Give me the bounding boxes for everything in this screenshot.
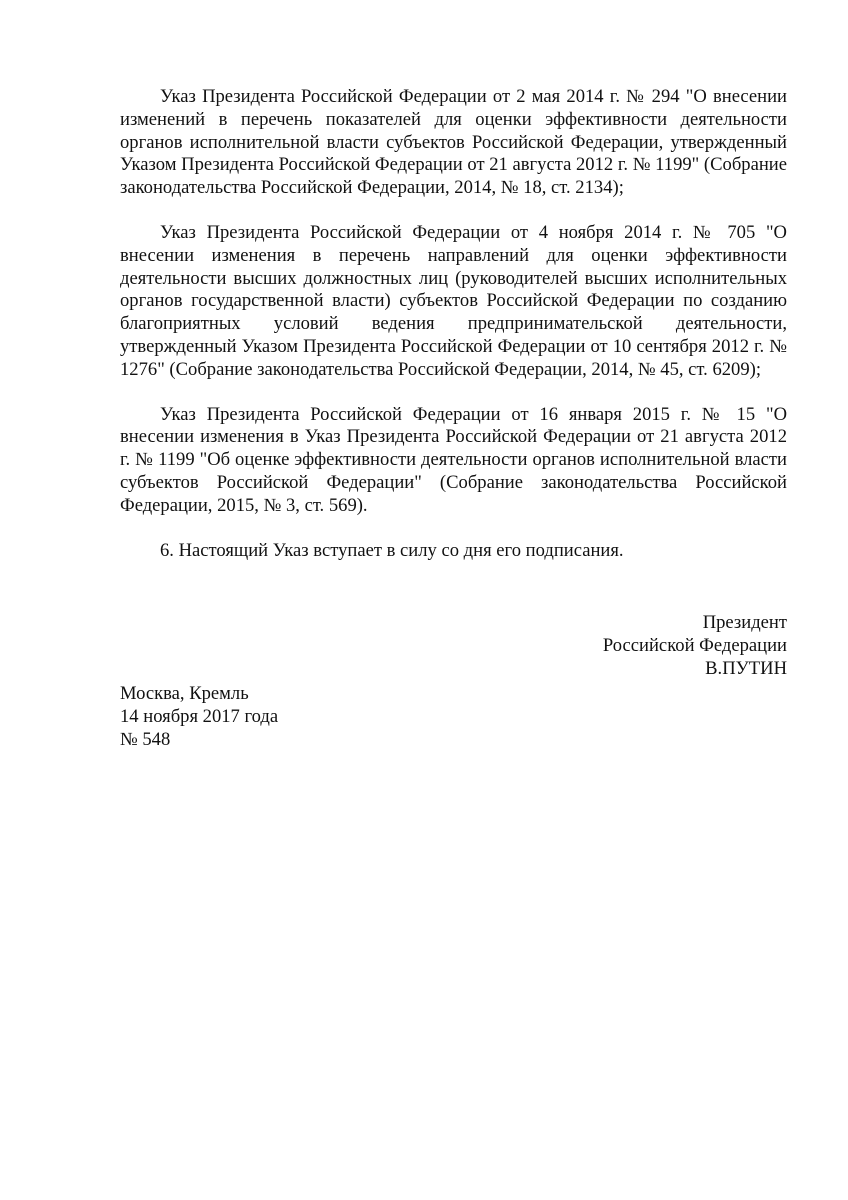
decree-reference-paragraph: Указ Президента Российской Федерации от 2 мая 2014 г. № 294 "О внесении изменений в перечень показателей для оценки эффективности деятельности органов исполнительной власти субъектов Российской Федерации, утвержденный Указом Президента Российской Федерации от 21 августа 2012 г. № 1199" (Собрание законодательства Российской Федерации, 2014, № 18, ст. 2134); — [120, 86, 787, 199]
signatory-title-line-1: Президент — [702, 612, 787, 633]
issuance-place: Москва, Кремль — [120, 683, 249, 704]
signature-block — [603, 612, 787, 680]
decree-reference-paragraph: Указ Президента Российской Федерации от 16 января 2015 г. № 15 "О внесении изменения в Указ Президента Российской Федерации от 21 августа 2012 г. № 1199 "Об оценке эффективности деятельности органов исполнительной власти субъектов Российской Федерации" (Собрание законодательства Российской Федерации, 2015, № 3, ст. 569). — [120, 403, 787, 516]
decree-number: № 548 — [120, 728, 171, 750]
document-body — [120, 86, 787, 562]
signatory-title-line-2: Российской Федерации — [602, 634, 787, 656]
effective-date-clause: 6. Настоящий Указ вступает в силу со дня его подписания. — [160, 539, 624, 561]
issuance-details — [120, 683, 278, 751]
signatory-name: В.ПУТИН — [705, 657, 787, 679]
issuance-date: 14 ноября 2017 года — [120, 705, 279, 727]
decree-reference-paragraph: Указ Президента Российской Федерации от 4 ноября 2014 г. № 705 "О внесении изменения в перечень направлений для оценки эффективности деятельности высших должностных лиц (руководителей высших исполнительных органов государственной власти) субъектов Российской Федерации по созданию благоприятных условий ведения предпринимательской деятельности, утвержденный Указом Президента Российской Федерации от 10 сентября 2012 г. № 1276" (Собрание законодательства Российской Федерации, 2014, № 45, ст. 6209); — [120, 221, 787, 380]
